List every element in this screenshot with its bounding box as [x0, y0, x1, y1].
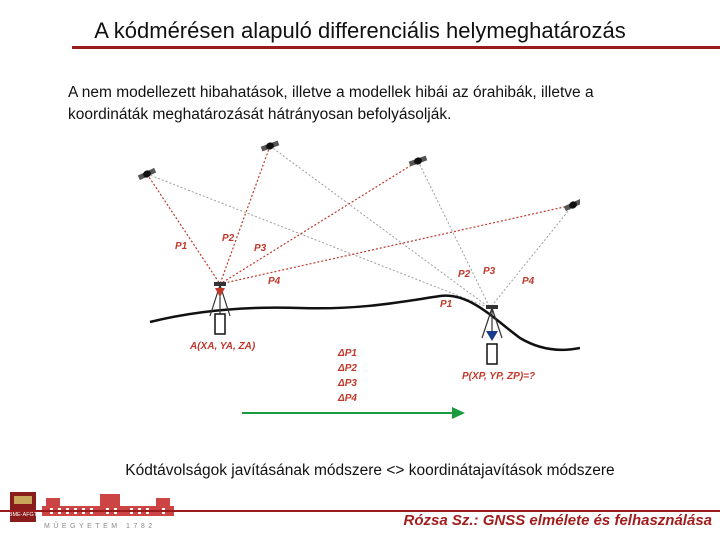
- rover-label-p3: P3: [483, 266, 496, 277]
- ref-label-p2: P2: [222, 233, 235, 244]
- ref-line-sat3: [220, 161, 418, 284]
- satellite-icon: [563, 198, 580, 212]
- rover-line-sat2: [270, 146, 490, 308]
- logo-university-name: MŰEGYETEM 1782: [44, 523, 156, 530]
- footer-credit: Rózsa Sz.: GNSS elmélete és felhasználása: [403, 512, 712, 529]
- rover-line-sat3: [418, 161, 490, 308]
- ref-label-p3: P3: [254, 243, 267, 254]
- rover-label-p2: P2: [458, 269, 471, 280]
- correction-dp4: ΔP4: [338, 393, 357, 404]
- correction-dp3: ΔP3: [338, 378, 357, 389]
- rover-line-sat1: [147, 174, 490, 308]
- ref-line-sat1: [147, 174, 220, 284]
- rover-label-p1: P1: [440, 299, 453, 310]
- rover-range-lines: [147, 146, 573, 308]
- ref-line-sat2: [220, 146, 270, 284]
- ref-label-p4: P4: [268, 276, 281, 287]
- correction-dp1: ΔP1: [338, 348, 357, 359]
- ref-label-p1: P1: [175, 241, 188, 252]
- title-underline: [72, 46, 720, 49]
- rover-station-label: P(XP, YP, ZP)=?: [462, 371, 536, 382]
- caption-text: Kódtávolságok javításának módszere <> koordinátajavítások módszere: [125, 462, 615, 479]
- transmission-arrow-icon: [242, 407, 465, 419]
- satellite-icon: [408, 155, 427, 168]
- ref-line-sat4: [220, 205, 573, 284]
- reference-range-lines: [147, 146, 573, 284]
- dgnss-diagram: [130, 135, 580, 425]
- university-logo: [6, 492, 181, 534]
- reference-station-label: A(XA, YA, ZA): [190, 341, 256, 352]
- intro-text: A nem modellezett hibahatások, illetve a modellek hibái az órahibák, illetve a koordináták meghatározását hátrányosan befolyásolják.: [68, 84, 594, 123]
- correction-dp2: ΔP2: [338, 363, 357, 374]
- corrections-list: [337, 348, 357, 404]
- rover-label-p4: P4: [522, 276, 535, 287]
- slide-title: A kódmérésen alapuló differenciális helymeghatározás: [94, 18, 626, 43]
- satellite-icon: [137, 167, 156, 181]
- rover-arrow-icon: [486, 331, 498, 341]
- logo-badge: BME·ÁFGT: [8, 512, 38, 518]
